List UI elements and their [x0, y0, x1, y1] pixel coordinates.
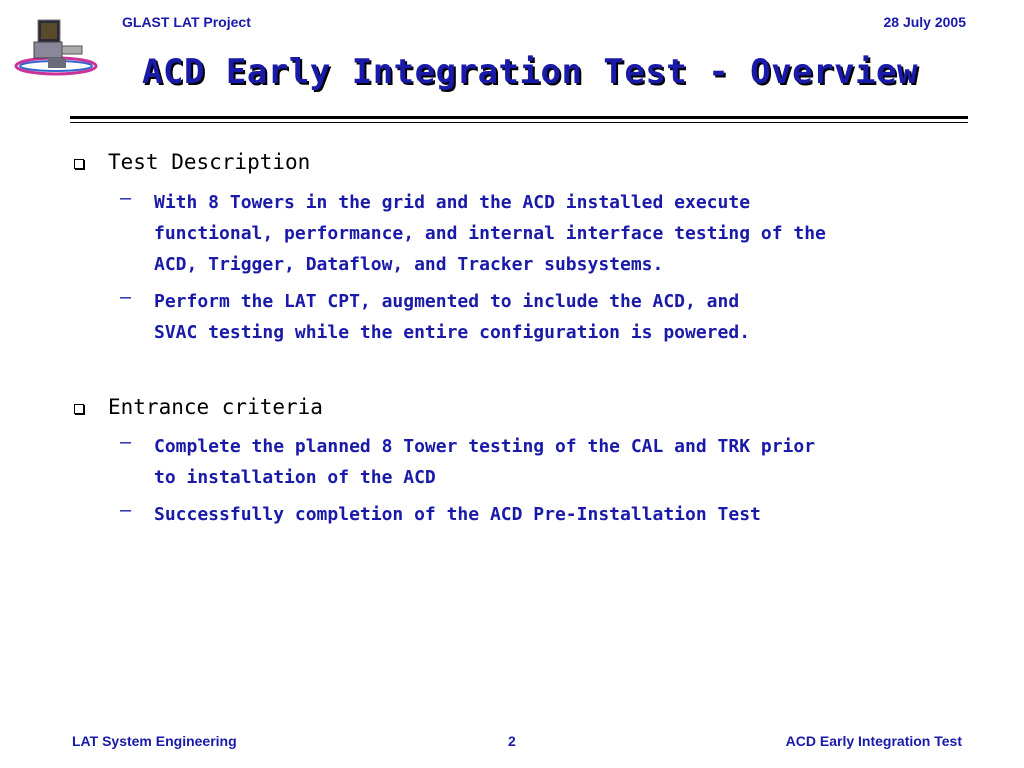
- section-heading: Entrance criteria: [108, 395, 323, 419]
- dash-bullet-icon: –: [120, 499, 132, 521]
- list-item-text: Complete the planned 8 Tower testing of the CAL and TRK prior to installation of the ACD: [154, 436, 816, 488]
- square-bullet-icon: [74, 404, 84, 414]
- list-item-text: With 8 Towers in the grid and the ACD installed execute functional, performance, and internal interface testing of the ACD, Trigger, Dataflow, and Tracker subsystems.: [154, 192, 826, 275]
- footer-left: LAT System Engineering: [72, 733, 237, 749]
- dash-bullet-icon: –: [120, 286, 132, 308]
- dash-bullet-icon: –: [120, 187, 132, 209]
- dash-bullet-icon: –: [120, 431, 132, 453]
- page-number: 2: [508, 733, 516, 749]
- footer-right: ACD Early Integration Test: [785, 733, 962, 749]
- header-date: 28 July 2005: [883, 14, 966, 30]
- header-project: GLAST LAT Project: [122, 14, 251, 30]
- list-item-text: Successfully completion of the ACD Pre-Installation Test: [154, 504, 761, 525]
- title-rule-thin: [70, 122, 968, 123]
- slide-title: ACD Early Integration Test - Overview: [142, 52, 918, 92]
- section-heading: Test Description: [108, 150, 311, 174]
- square-bullet-icon: [74, 159, 84, 169]
- list-item-text: Perform the LAT CPT, augmented to include the ACD, and SVAC testing while the entire configuration is powered.: [154, 291, 751, 343]
- title-rule-thick: [70, 116, 968, 119]
